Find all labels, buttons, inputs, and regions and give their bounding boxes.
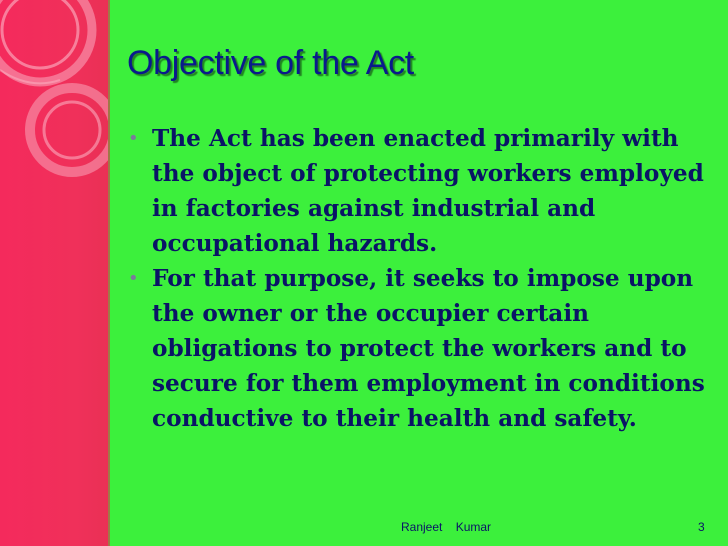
bullet-item — [128, 261, 713, 436]
bullet-icon: • — [128, 128, 139, 149]
slide-title: Objective of the Act — [127, 44, 414, 82]
bullet-text: For that purpose, it seeks to impose upon the owner or the occupier certain obligations to protect the workers and to secure for them employment in conditions conductive to their health and safety. — [152, 265, 705, 432]
bullet-text: The Act has been enacted primarily with the object of protecting workers employed in factories against industrial and occupational hazards. — [152, 125, 704, 257]
band-divider — [108, 0, 110, 546]
footer-page-number: 3 — [698, 520, 705, 534]
bullet-list — [128, 121, 713, 436]
decorative-left-band — [0, 0, 108, 546]
bullet-icon: • — [128, 268, 139, 289]
decorative-circles-graphic — [0, 0, 108, 546]
bullet-item — [128, 121, 713, 261]
footer-author: Ranjeet Kumar — [401, 520, 492, 534]
